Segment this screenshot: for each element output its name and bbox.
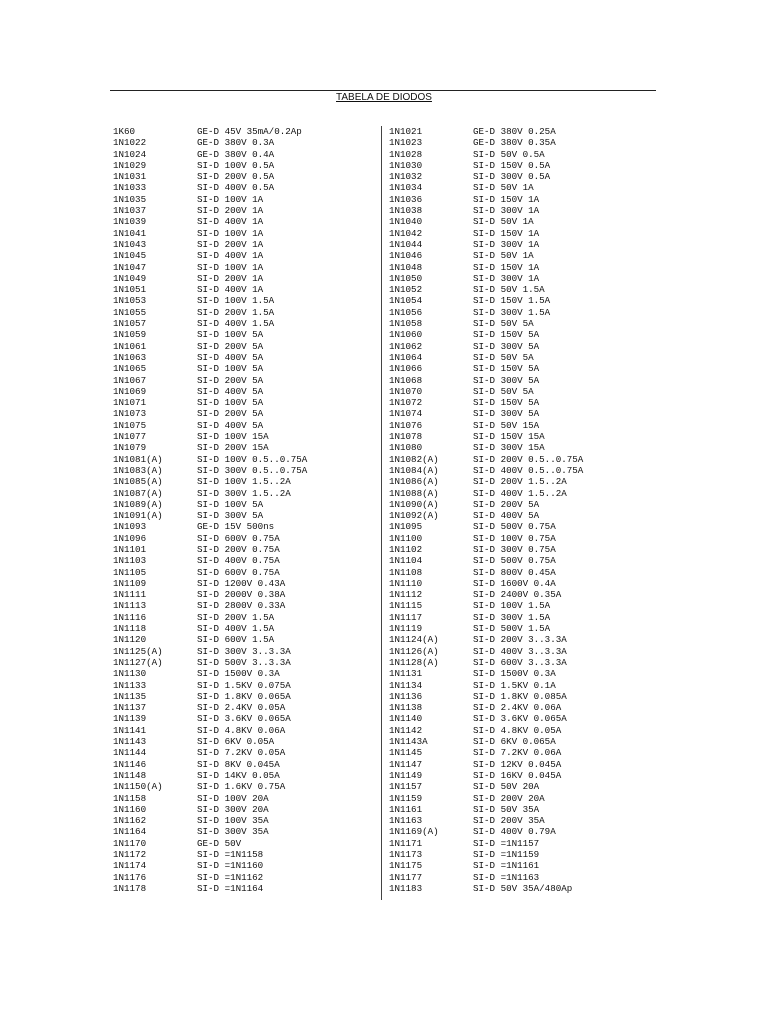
diode-spec: SI-D 50V 1.5A xyxy=(473,284,545,296)
diode-code: 1N1042 xyxy=(389,227,423,239)
diode-spec: SI-D 50V 5A xyxy=(473,318,534,330)
diode-spec: SI-D 300V 5A xyxy=(473,340,540,352)
diode-code: 1N1158 xyxy=(113,792,147,804)
diode-spec: SI-D 100V 0.5A xyxy=(197,159,275,171)
diode-code: 1N1126(A) xyxy=(389,645,439,657)
diode-code: 1N1095 xyxy=(389,521,423,533)
diode-code: 1N1170 xyxy=(113,837,147,849)
diode-spec: SI-D 1200V 0.43A xyxy=(197,577,286,589)
diode-code: 1N1028 xyxy=(389,148,423,160)
diode-code: 1N1110 xyxy=(389,577,423,589)
diode-code: 1N1066 xyxy=(389,363,423,375)
diode-code: 1N1150(A) xyxy=(113,781,163,793)
diode-code: 1N1055 xyxy=(113,306,147,318)
diode-code: 1N1059 xyxy=(113,329,147,341)
diode-spec: SI-D 600V 0.75A xyxy=(197,566,280,578)
diode-spec: SI-D 600V 0.75A xyxy=(197,532,280,544)
diode-spec: SI-D 1.8KV 0.065A xyxy=(197,690,291,702)
diode-code: 1N1064 xyxy=(389,351,423,363)
diode-code: 1N1070 xyxy=(389,385,423,397)
diode-spec: SI-D 300V 20A xyxy=(197,803,269,815)
diode-code: 1N1136 xyxy=(389,690,423,702)
diode-code: 1N1063 xyxy=(113,351,147,363)
diode-spec: SI-D 200V 3..3.3A xyxy=(473,634,567,646)
diode-spec: SI-D 50V 0.5A xyxy=(473,148,545,160)
diode-spec: SI-D 400V 1.5A xyxy=(197,318,275,330)
diode-spec: SI-D 100V 5A xyxy=(197,363,264,375)
diode-code: 1N1052 xyxy=(389,284,423,296)
diode-spec: SI-D 16KV 0.045A xyxy=(473,769,562,781)
diode-spec: SI-D 200V 0.5..0.75A xyxy=(473,453,584,465)
diode-spec: SI-D 6KV 0.05A xyxy=(197,736,275,748)
diode-spec: SI-D 1.5KV 0.1A xyxy=(473,679,556,691)
diode-code: 1N1103 xyxy=(113,555,147,567)
diode-spec: SI-D 300V 5A xyxy=(473,408,540,420)
diode-code: 1N1163 xyxy=(389,815,423,827)
diode-spec: SI-D 200V 5A xyxy=(473,498,540,510)
diode-code: 1N1157 xyxy=(389,781,423,793)
diode-code: 1N1082(A) xyxy=(389,453,439,465)
diode-spec: GE-D 15V 500ns xyxy=(197,521,275,533)
diode-code: 1N1143A xyxy=(389,736,428,748)
diode-code: 1N1068 xyxy=(389,374,423,386)
diode-code: 1N1108 xyxy=(389,566,423,578)
diode-code: 1N1036 xyxy=(389,193,423,205)
diode-spec: SI-D 300V 1A xyxy=(473,205,540,217)
diode-spec: SI-D 400V 5A xyxy=(197,351,264,363)
diode-spec: SI-D 100V 5A xyxy=(197,498,264,510)
diode-code: 1N1115 xyxy=(389,600,423,612)
diode-code: 1N1102 xyxy=(389,543,423,555)
diode-spec: SI-D =1N1158 xyxy=(197,849,264,860)
diode-code: 1N1142 xyxy=(389,724,423,736)
diode-code: 1N1146 xyxy=(113,758,147,770)
diode-spec: SI-D 150V 15A xyxy=(473,431,545,443)
diode-spec: GE-D 380V 0.4A xyxy=(197,148,275,160)
diode-spec: SI-D 12KV 0.045A xyxy=(473,758,562,770)
diode-code: 1N1061 xyxy=(113,340,147,352)
diode-code: 1N1112 xyxy=(389,589,423,601)
diode-code: 1N1145 xyxy=(389,747,423,759)
diode-code: 1N1164 xyxy=(113,826,147,838)
diode-code: 1N1149 xyxy=(389,769,423,781)
diode-code: 1N1037 xyxy=(113,205,147,217)
diode-code: 1N1060 xyxy=(389,329,423,341)
diode-spec: SI-D 50V 1A xyxy=(473,250,534,262)
diode-code: 1N1174 xyxy=(113,860,147,872)
diode-code: 1N1091(A) xyxy=(113,510,163,522)
diode-spec: SI-D 300V 1A xyxy=(473,272,540,284)
diode-spec: SI-D 300V 1.5..2A xyxy=(197,487,291,499)
diode-code: 1N1119 xyxy=(389,623,423,635)
diode-code: 1N1127(A) xyxy=(113,656,163,668)
diode-code: 1N1083(A) xyxy=(113,464,163,476)
diode-code: 1N1046 xyxy=(389,250,423,262)
diode-spec: SI-D 200V 5A xyxy=(197,374,264,386)
diode-code: 1N1067 xyxy=(113,374,147,386)
diode-code: 1N1160 xyxy=(113,803,147,815)
diode-spec: SI-D 400V 0.79A xyxy=(473,826,556,838)
diode-spec: SI-D 100V 5A xyxy=(197,329,264,341)
diode-spec: SI-D 6KV 0.065A xyxy=(473,736,556,748)
diode-spec: SI-D 400V 0.5A xyxy=(197,182,275,194)
diode-spec: SI-D =1N1159 xyxy=(473,849,540,860)
diode-code: 1N1161 xyxy=(389,803,423,815)
diode-spec: SI-D 600V 1.5A xyxy=(197,634,275,646)
diode-code: 1N1021 xyxy=(389,126,423,137)
diode-code: 1N1125(A) xyxy=(113,645,163,657)
diode-spec: SI-D 50V 35A xyxy=(473,803,540,815)
diode-spec: SI-D 100V 1A xyxy=(197,193,264,205)
diode-code: 1K60 xyxy=(113,126,136,137)
diode-code: 1N1035 xyxy=(113,193,147,205)
diode-code: 1N1175 xyxy=(389,860,423,872)
diode-spec: SI-D 1600V 0.4A xyxy=(473,577,556,589)
diode-code: 1N1128(A) xyxy=(389,656,439,668)
diode-spec: SI-D 300V 0.5..0.75A xyxy=(197,464,308,476)
diode-code: 1N1053 xyxy=(113,295,147,307)
diode-code: 1N1130 xyxy=(113,668,147,680)
diode-spec: SI-D 400V 5A xyxy=(197,385,264,397)
diode-code: 1N1118 xyxy=(113,623,147,635)
diode-spec: SI-D 300V 0.5A xyxy=(473,171,551,183)
diode-code: 1N1057 xyxy=(113,318,147,330)
diode-spec: SI-D 200V 1A xyxy=(197,238,264,250)
diode-code: 1N1078 xyxy=(389,431,423,443)
top-rule xyxy=(110,90,656,91)
diode-spec: SI-D 1500V 0.3A xyxy=(473,668,556,680)
diode-spec: SI-D 400V 0.75A xyxy=(197,555,280,567)
diode-spec: SI-D 200V 15A xyxy=(197,442,269,454)
diode-code: 1N1120 xyxy=(113,634,147,646)
diode-spec: SI-D 50V 1A xyxy=(473,182,534,194)
diode-code: 1N1023 xyxy=(389,137,423,149)
diode-spec: SI-D 200V 0.5A xyxy=(197,171,275,183)
diode-spec: SI-D 1500V 0.3A xyxy=(197,668,280,680)
diode-spec: SI-D 200V 1.5A xyxy=(197,306,275,318)
diode-code: 1N1073 xyxy=(113,408,147,420)
diode-code: 1N1024 xyxy=(113,148,147,160)
diode-code: 1N1093 xyxy=(113,521,147,533)
diode-spec: SI-D =1N1157 xyxy=(473,837,540,849)
diode-code: 1N1051 xyxy=(113,284,147,296)
diode-spec: SI-D 100V 15A xyxy=(197,431,269,443)
diode-code: 1N1088(A) xyxy=(389,487,439,499)
diode-code: 1N1022 xyxy=(113,137,147,149)
diode-spec: SI-D 1.6KV 0.75A xyxy=(197,781,286,793)
diode-spec: SI-D 300V 15A xyxy=(473,442,545,454)
diode-spec: GE-D 50V xyxy=(197,837,242,849)
diode-spec: SI-D 150V 5A xyxy=(473,397,540,409)
diode-spec: SI-D 3.6KV 0.065A xyxy=(197,713,291,725)
diode-code: 1N1054 xyxy=(389,295,423,307)
diode-code: 1N1050 xyxy=(389,272,423,284)
diode-spec: SI-D 200V 1A xyxy=(197,205,264,217)
diode-spec: SI-D 400V 1.5A xyxy=(197,623,275,635)
diode-spec: SI-D 150V 1A xyxy=(473,227,540,239)
diode-spec: SI-D 200V 20A xyxy=(473,792,545,804)
diode-spec: SI-D 150V 5A xyxy=(473,329,540,341)
diode-code: 1N1113 xyxy=(113,600,147,612)
diode-spec: SI-D 100V 20A xyxy=(197,792,269,804)
diode-spec: SI-D 2.4KV 0.05A xyxy=(197,702,286,714)
diode-spec: SI-D 150V 1A xyxy=(473,261,540,273)
diode-code: 1N1076 xyxy=(389,419,423,431)
diode-spec: SI-D 300V 35A xyxy=(197,826,269,838)
diode-code: 1N1105 xyxy=(113,566,147,578)
diode-spec: SI-D 50V 5A xyxy=(473,351,534,363)
diode-spec: SI-D 400V 5A xyxy=(197,419,264,431)
diode-spec: SI-D 500V 1.5A xyxy=(473,623,551,635)
diode-spec: SI-D 3.6KV 0.065A xyxy=(473,713,567,725)
diode-spec: SI-D 200V 1.5A xyxy=(197,611,275,623)
diode-code: 1N1030 xyxy=(389,159,423,171)
diode-code: 1N1040 xyxy=(389,216,423,228)
diode-spec: SI-D 500V 0.75A xyxy=(473,521,556,533)
diode-code: 1N1072 xyxy=(389,397,423,409)
diode-spec: SI-D 1.8KV 0.085A xyxy=(473,690,567,702)
diode-code: 1N1032 xyxy=(389,171,423,183)
diode-code: 1N1104 xyxy=(389,555,423,567)
diode-spec: SI-D 800V 0.45A xyxy=(473,566,556,578)
diode-code: 1N1183 xyxy=(389,882,423,894)
diode-code: 1N1124(A) xyxy=(389,634,439,646)
diode-spec: SI-D 400V 1.5..2A xyxy=(473,487,567,499)
diode-code: 1N1048 xyxy=(389,261,423,273)
diode-spec: GE-D 380V 0.35A xyxy=(473,137,556,149)
page-title: TABELA DE DIODOS xyxy=(336,92,432,103)
diode-spec: SI-D 100V 1.5A xyxy=(473,600,551,612)
diode-spec: SI-D 50V 1A xyxy=(473,216,534,228)
diode-spec: GE-D 380V 0.3A xyxy=(197,137,275,149)
diode-spec: SI-D 4.8KV 0.06A xyxy=(197,724,286,736)
diode-code: 1N1074 xyxy=(389,408,423,420)
diode-spec: SI-D 300V 5A xyxy=(197,510,264,522)
diode-spec: SI-D =1N1164 xyxy=(197,882,264,894)
diode-code: 1N1087(A) xyxy=(113,487,163,499)
diode-code: 1N1147 xyxy=(389,758,423,770)
diode-spec: SI-D 7.2KV 0.06A xyxy=(473,747,562,759)
diode-code: 1N1171 xyxy=(389,837,423,849)
diode-code: 1N1038 xyxy=(389,205,423,217)
diode-spec: SI-D 300V 5A xyxy=(473,374,540,386)
diode-spec: SI-D 2400V 0.35A xyxy=(473,589,562,601)
diode-spec: SI-D 200V 5A xyxy=(197,408,264,420)
diode-spec: SI-D 200V 0.75A xyxy=(197,543,280,555)
diode-spec: SI-D 2.4KV 0.06A xyxy=(473,702,562,714)
diode-spec: SI-D 100V 1.5..2A xyxy=(197,476,291,488)
diode-spec: SI-D 500V 3..3.3A xyxy=(197,656,291,668)
diode-code: 1N1134 xyxy=(389,679,423,691)
diode-code: 1N1141 xyxy=(113,724,147,736)
diode-spec: SI-D 300V 1.5A xyxy=(473,611,551,623)
diode-code: 1N1139 xyxy=(113,713,147,725)
diode-code: 1N1172 xyxy=(113,849,147,860)
diode-spec: SI-D 14KV 0.05A xyxy=(197,769,280,781)
diode-code: 1N1069 xyxy=(113,385,147,397)
diode-code: 1N1169(A) xyxy=(389,826,439,838)
diode-code: 1N1138 xyxy=(389,702,423,714)
diode-code: 1N1039 xyxy=(113,216,147,228)
diode-code: 1N1065 xyxy=(113,363,147,375)
diode-spec: SI-D =1N1160 xyxy=(197,860,264,872)
diode-code: 1N1133 xyxy=(113,679,147,691)
diode-code: 1N1071 xyxy=(113,397,147,409)
diode-code: 1N1100 xyxy=(389,532,423,544)
diode-spec: SI-D 300V 3..3.3A xyxy=(197,645,291,657)
diode-spec: SI-D 100V 1A xyxy=(197,227,264,239)
diode-code: 1N1033 xyxy=(113,182,147,194)
diode-code: 1N1140 xyxy=(389,713,423,725)
diode-code: 1N1177 xyxy=(389,871,423,883)
diode-spec: SI-D 100V 0.75A xyxy=(473,532,556,544)
diode-code: 1N1162 xyxy=(113,815,147,827)
diode-spec: SI-D 150V 5A xyxy=(473,363,540,375)
diode-code: 1N1092(A) xyxy=(389,510,439,522)
diode-spec: SI-D 100V 1A xyxy=(197,261,264,273)
diode-code: 1N1049 xyxy=(113,272,147,284)
diode-spec: SI-D =1N1162 xyxy=(197,871,264,883)
diode-spec: SI-D 100V 0.5..0.75A xyxy=(197,453,308,465)
diode-code: 1N1084(A) xyxy=(389,464,439,476)
diode-code: 1N1178 xyxy=(113,882,147,894)
diode-spec: SI-D 600V 3..3.3A xyxy=(473,656,567,668)
diode-code: 1N1047 xyxy=(113,261,147,273)
diode-spec: SI-D 400V 5A xyxy=(473,510,540,522)
diode-code: 1N1116 xyxy=(113,611,147,623)
column-divider xyxy=(381,126,382,900)
diode-code: 1N1080 xyxy=(389,442,423,454)
diode-spec: SI-D =1N1163 xyxy=(473,871,540,883)
diode-code: 1N1034 xyxy=(389,182,423,194)
diode-spec: SI-D 1.5KV 0.075A xyxy=(197,679,291,691)
diode-code: 1N1089(A) xyxy=(113,498,163,510)
diode-code: 1N1085(A) xyxy=(113,476,163,488)
diode-code: 1N1062 xyxy=(389,340,423,352)
diode-code: 1N1176 xyxy=(113,871,147,883)
diode-code: 1N1131 xyxy=(389,668,423,680)
diode-spec: SI-D 200V 5A xyxy=(197,340,264,352)
diode-code: 1N1101 xyxy=(113,543,147,555)
diode-code: 1N1044 xyxy=(389,238,423,250)
diode-code: 1N1173 xyxy=(389,849,423,860)
diode-spec: SI-D 300V 1A xyxy=(473,238,540,250)
diode-spec: SI-D 8KV 0.045A xyxy=(197,758,280,770)
diode-code: 1N1041 xyxy=(113,227,147,239)
diode-code: 1N1090(A) xyxy=(389,498,439,510)
diode-code: 1N1029 xyxy=(113,159,147,171)
diode-spec: SI-D 400V 1A xyxy=(197,216,264,228)
diode-spec: SI-D 50V 35A/480Ap xyxy=(473,882,573,894)
diode-code: 1N1056 xyxy=(389,306,423,318)
diode-spec: SI-D 7.2KV 0.05A xyxy=(197,747,286,759)
diode-spec: SI-D 100V 35A xyxy=(197,815,269,827)
diode-code: 1N1086(A) xyxy=(389,476,439,488)
diode-code: 1N1058 xyxy=(389,318,423,330)
diode-code: 1N1159 xyxy=(389,792,423,804)
diode-spec: SI-D 2000V 0.38A xyxy=(197,589,286,601)
diode-code: 1N1096 xyxy=(113,532,147,544)
diode-spec: SI-D 400V 1A xyxy=(197,250,264,262)
diode-spec: SI-D 100V 1.5A xyxy=(197,295,275,307)
diode-spec: SI-D 300V 0.75A xyxy=(473,543,556,555)
diode-code: 1N1109 xyxy=(113,577,147,589)
diode-code: 1N1111 xyxy=(113,589,147,601)
diode-spec: SI-D 200V 1.5..2A xyxy=(473,476,567,488)
diode-spec: SI-D 100V 5A xyxy=(197,397,264,409)
diode-spec: SI-D 400V 1A xyxy=(197,284,264,296)
diode-code: 1N1144 xyxy=(113,747,147,759)
diode-spec: SI-D 2800V 0.33A xyxy=(197,600,286,612)
diode-spec: SI-D 200V 35A xyxy=(473,815,545,827)
diode-spec: SI-D 500V 0.75A xyxy=(473,555,556,567)
diode-spec: SI-D 150V 0.5A xyxy=(473,159,551,171)
diode-code: 1N1137 xyxy=(113,702,147,714)
diode-spec: SI-D 50V 15A xyxy=(473,419,540,431)
diode-code: 1N1135 xyxy=(113,690,147,702)
diode-spec: GE-D 45V 35mA/0.2Ap xyxy=(197,126,302,137)
diode-code: 1N1079 xyxy=(113,442,147,454)
diode-code: 1N1043 xyxy=(113,238,147,250)
diode-code: 1N1143 xyxy=(113,736,147,748)
diode-spec: SI-D 150V 1A xyxy=(473,193,540,205)
diode-code: 1N1031 xyxy=(113,171,147,183)
diode-spec: SI-D =1N1161 xyxy=(473,860,540,872)
diode-spec: SI-D 300V 1.5A xyxy=(473,306,551,318)
diode-spec: SI-D 400V 3..3.3A xyxy=(473,645,567,657)
diode-spec: SI-D 50V 5A xyxy=(473,385,534,397)
diode-code: 1N1075 xyxy=(113,419,147,431)
diode-spec: SI-D 4.8KV 0.05A xyxy=(473,724,562,736)
diode-code: 1N1077 xyxy=(113,431,147,443)
diode-spec: SI-D 50V 20A xyxy=(473,781,540,793)
diode-code: 1N1148 xyxy=(113,769,147,781)
diode-spec: SI-D 200V 1A xyxy=(197,272,264,284)
diode-code: 1N1117 xyxy=(389,611,423,623)
diode-code: 1N1045 xyxy=(113,250,147,262)
diode-code: 1N1081(A) xyxy=(113,453,163,465)
diode-spec: SI-D 150V 1.5A xyxy=(473,295,551,307)
diode-spec: SI-D 400V 0.5..0.75A xyxy=(473,464,584,476)
diode-spec: GE-D 380V 0.25A xyxy=(473,126,556,137)
